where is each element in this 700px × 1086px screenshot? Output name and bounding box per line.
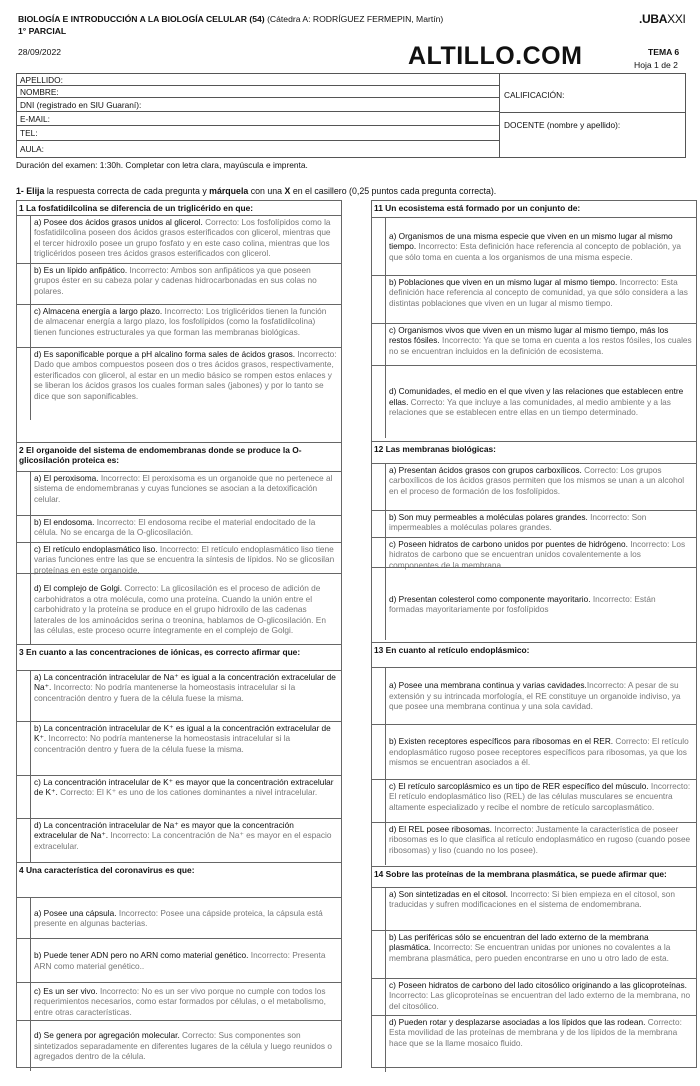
- answer-text: [34, 517, 337, 538]
- field-apellido[interactable]: APELLIDO:: [17, 74, 499, 86]
- answer-checkbox[interactable]: [17, 574, 31, 645]
- answer-feedback: Incorrecto: Esta definición hace referencia al concepto de población, ya que sólo toma en cuenta a los organismos de una misma especie.: [389, 241, 681, 262]
- answer-checkbox[interactable]: [372, 725, 386, 779]
- answer-checkbox[interactable]: [372, 324, 386, 365]
- answer-statement: c) La concentración intracelular de K⁺ es mayor que la concentración extracelular de K⁺.: [34, 777, 334, 798]
- answer-statement: c) El retículo sarcoplásmico es un tipo de RER específico del músculo.: [389, 781, 649, 791]
- answer-text: [34, 265, 337, 296]
- answer-option[interactable]: [17, 573, 341, 645]
- answer-feedback: Incorrecto: El retículo endoplasmático liso tiene varias funciones entre las que se encuentra la síntesis de lípidos. No se glicosilan proteínas en este organoide.: [34, 544, 335, 575]
- answer-text: [389, 824, 692, 855]
- answer-option[interactable]: [372, 887, 696, 930]
- answer-checkbox[interactable]: [17, 348, 31, 420]
- answer-statement: d) La concentración intracelular de Na⁺ es mayor que la concentración extracelular de Na⁺.: [34, 820, 294, 841]
- answer-feedback: Incorrecto: El retículo endoplasmático liso (REL) de las células musculares se encuentra altamente especializado y recibe el nombre de retículo sarcoplasmático.: [389, 781, 691, 812]
- answer-text: [34, 723, 337, 754]
- answer-checkbox[interactable]: [372, 218, 386, 275]
- instr-marquela: márquela: [209, 186, 249, 196]
- instr-text-1: la respuesta correcta de cada pregunta y: [44, 186, 210, 196]
- answer-feedback: Incorrecto: Dado que ambos compuestos poseen dos o tres ácidos grasos, respectivamente, esterificados con glicerol, al estar en un medio básico se rompen estos enlaces y se liberan los ácidos grasos los cuales forman sales (jabones) y por lo tanto se dice que son saponificables.: [34, 349, 337, 401]
- answer-option[interactable]: [372, 537, 696, 570]
- uba-logo-sub: XXI: [667, 12, 686, 26]
- answer-text: [34, 820, 337, 851]
- answer-text: [34, 672, 337, 703]
- answer-option[interactable]: [372, 365, 696, 438]
- answer-text: [34, 777, 337, 798]
- instr-x: X: [284, 186, 291, 196]
- answer-checkbox[interactable]: [372, 1016, 386, 1072]
- answer-feedback: Incorrecto: A pesar de su extensión y su intrincada morfología, el RE constituye un organoide indiviso, ya que posee una membrana continua y una sola cavidad.: [389, 680, 681, 712]
- answer-statement: d) Pueden rotar y desplazarse asociadas a los lípidos que las rodean.: [389, 1017, 646, 1027]
- answer-option[interactable]: [17, 721, 341, 775]
- answer-text: [389, 781, 692, 812]
- answer-statement: b) Poblaciones que viven en un mismo lugar al mismo tiempo.: [389, 277, 618, 287]
- answer-checkbox[interactable]: [17, 939, 31, 982]
- answer-option[interactable]: [17, 215, 341, 263]
- answer-statement: b) Puede tener ADN pero no ARN como material genético.: [34, 950, 249, 961]
- answer-feedback: Correcto: El retículo endoplasmático rugoso posee receptores específicos para ribosomas, ya que los mismos se encuentran asociados a él.: [389, 736, 689, 768]
- answer-option[interactable]: [372, 822, 696, 865]
- answer-feedback: Correcto: Los grupos carboxílicos de los ácidos grasos permiten que los mismos se unan a un alcohol en el proceso de formación de los fosfolípidos.: [389, 465, 685, 496]
- answer-checkbox[interactable]: [17, 305, 31, 347]
- answer-statement: b) Las periféricas sólo se encuentran del lado externo de la membrana plasmática.: [389, 932, 649, 953]
- answer-text: [389, 980, 692, 1011]
- answer-text: [389, 465, 692, 496]
- answer-feedback: Correcto: La glicosilación es el proceso de adición de carbohidratos a otra molécula, como una proteína. Cuando la unión entre el carbohidrato y la proteína se produce en el grupo hidroxilo de las cadenas laterales de los aminoácidos serina o treonina, hablamos de O-glicosilación. En las células, este proceso ocurre íntegramente en el complejo de Golgi.: [34, 583, 326, 636]
- answer-statement: a) La concentración intracelular de Na⁺ es igual a la concentración extracelular de Na⁺.: [34, 672, 336, 693]
- question-title: 14 Sobre las proteínas de la membrana plasmática, se puede afirmar que:: [374, 869, 667, 879]
- answer-checkbox[interactable]: [372, 464, 386, 510]
- question-title: 4 Una característica del coronavirus es que:: [19, 865, 195, 875]
- answer-statement: c) Poseen hidratos de carbono unidos por puentes de hidrógeno.: [389, 539, 628, 549]
- answer-feedback: Incorrecto: Si bien empieza en el citosol, son traducidas y sufren modificaciones en el sistema de endomembrana.: [389, 889, 675, 910]
- answer-statement: d) Es saponificable porque a pH alcalino forma sales de ácidos grasos.: [34, 349, 296, 359]
- answer-checkbox[interactable]: [17, 543, 31, 573]
- answer-feedback: Incorrecto: Esta definición hace referencia al concepto de comunidad, ya que sólo considera a las distintas poblaciones que viven en un lugar al mismo tiempo.: [389, 277, 688, 308]
- answer-checkbox[interactable]: [372, 668, 386, 724]
- answer-option[interactable]: [17, 263, 341, 304]
- answer-feedback: Incorrecto: La concentración de Na⁺ es mayor en el espacio extracelular.: [34, 830, 332, 851]
- answer-feedback: Correcto: El K⁺ es uno de los cationes dominantes a nivel intracelular.: [57, 787, 318, 798]
- field-aula[interactable]: AULA:: [20, 144, 44, 154]
- answer-feedback: Incorrecto: Los hidratos de carbono que se encuentran unidos covalentemente a los componentes de la membrana.: [389, 539, 686, 570]
- answer-checkbox[interactable]: [17, 819, 31, 863]
- uba-logo-main: .UBA: [639, 12, 668, 26]
- answer-text: [34, 1021, 337, 1071]
- answer-text: [34, 473, 337, 504]
- question-title: 3 En cuanto a las concentraciones de iónicas, es correcto afirmar que:: [19, 647, 301, 657]
- answer-option[interactable]: [372, 510, 696, 537]
- answer-statement: b) La concentración intracelular de K⁺ es igual a la concentración extracelular de K⁺.: [34, 723, 331, 744]
- answer-option[interactable]: [17, 938, 341, 982]
- instr-text-3: en el casillero (0,25 puntos cada pregunta correcta).: [290, 186, 497, 196]
- question-title: 2 El organoide del sistema de endomembranas donde se produce la O-glicosilación proteica es:: [19, 445, 302, 466]
- answer-option[interactable]: [17, 515, 341, 542]
- answer-text: [389, 1017, 692, 1048]
- answer-feedback: Correcto: Ya que incluye a las comunidades, al medio ambiente y a las relaciones que se establecen entre ellas en un tiempo determinado.: [389, 396, 671, 418]
- answer-checkbox[interactable]: [17, 898, 31, 938]
- answer-checkbox[interactable]: [372, 568, 386, 640]
- answer-statement: b) Son muy permeables a moléculas polares grandes.: [389, 512, 588, 522]
- answer-statement: a) Son sintetizadas en el citosol.: [389, 889, 508, 899]
- answer-checkbox[interactable]: [17, 776, 31, 818]
- answer-feedback: Incorrecto: El endosoma recibe el material endocitado de la célula. No se encarga de la O-glicosilación.: [34, 517, 316, 538]
- answer-text: [389, 668, 692, 724]
- answer-statement: d) Presentan colesterol como componente mayoritario.: [389, 593, 591, 604]
- answer-statement: d) Comunidades, el medio en el que viven y las relaciones que establecen entre ellas.: [389, 386, 684, 407]
- answer-feedback: Correcto: Sus componentes son sintetizados separadamente en diferentes lugares de la célula y luego reunidos o agregados dentro de la célula.: [34, 1030, 332, 1062]
- questions-column-right: [371, 200, 697, 1068]
- answer-feedback: Incorrecto: No podría mantenerse la homeostasis intracelular si la concentración dentro y fuera de la célula fuese la misma.: [34, 682, 296, 703]
- question-title: 11 Un ecosistema está formado por un conjunto de:: [374, 203, 581, 213]
- answer-text: [389, 366, 692, 438]
- answer-statement: c) Almacena energía a largo plazo.: [34, 306, 163, 316]
- answer-statement: c) Es un ser vivo.: [34, 985, 98, 996]
- answer-option[interactable]: [372, 724, 696, 779]
- answer-statement: a) Posee una cápsula.: [34, 907, 117, 918]
- answer-statement: b) Existen receptores específicos para ribosomas en el RER.: [389, 736, 614, 747]
- answer-statement: a) Posee dos ácidos grasos unidos al glicerol.: [34, 217, 203, 227]
- answer-checkbox[interactable]: [17, 516, 31, 542]
- uba-logo: [639, 12, 686, 27]
- page-indicator: Hoja 1 de 2: [634, 60, 678, 70]
- answer-feedback: Incorrecto: No es un ser vivo porque no cumple con todos los requerimientos necesarios, como estar formados por células, o el metabolismo, entre otras características.: [34, 985, 326, 1017]
- answer-checkbox[interactable]: [372, 511, 386, 537]
- answer-option[interactable]: [17, 471, 341, 515]
- answer-checkbox[interactable]: [372, 366, 386, 438]
- answer-option[interactable]: [372, 217, 696, 275]
- answer-feedback: Incorrecto: Las glicoproteínas se encuentran del lado externo de la membrana, no del citosólico.: [389, 990, 691, 1011]
- answer-feedback: Incorrecto: No podría mantenerse la homeostasis intracelular si la concentración dentro y fuera de la célula fuese la misma.: [34, 733, 291, 754]
- answer-statement: b) Es un lípido anfipático.: [34, 265, 128, 275]
- answer-feedback: Incorrecto: Presenta ARN como material genético..: [34, 950, 326, 971]
- answer-text: [34, 939, 337, 982]
- answer-option[interactable]: [372, 930, 696, 978]
- answer-feedback: Incorrecto: Ambos son anfipáticos ya que poseen grupos éster en su cabeza polar y cadenas hidrocarbonadas en sus colas no polares.: [34, 265, 317, 296]
- answer-option[interactable]: [372, 667, 696, 724]
- answer-statement: d) Se genera por agregación molecular.: [34, 1030, 180, 1041]
- answer-text: [389, 512, 692, 533]
- answer-text: [389, 325, 692, 356]
- answer-feedback: Incorrecto: Ya que se toma en cuenta a los restos fósiles, los cuales no se encuentran incluidos en la definición de ecosistema.: [389, 335, 692, 356]
- answer-feedback: Incorrecto: El peroxisoma es un organoide que no pertenece al sistema de endomembranas y cuyas funciones se asocian a la detoxificación celular.: [34, 473, 333, 504]
- answer-text: [389, 725, 692, 779]
- question-block: [17, 442, 341, 644]
- answer-option[interactable]: [372, 463, 696, 510]
- answer-checkbox[interactable]: [372, 888, 386, 930]
- docente-label[interactable]: DOCENTE (nombre y apellido):: [504, 120, 621, 130]
- question-block: [372, 201, 696, 438]
- answer-text: [34, 544, 337, 575]
- question-block: [372, 441, 696, 639]
- instructions: [16, 186, 496, 197]
- answer-option[interactable]: [372, 779, 696, 822]
- answer-checkbox[interactable]: [17, 264, 31, 304]
- answer-feedback: Incorrecto: Posee una cápside proteica, la cápsula está presente en algunas bacterias.: [34, 907, 323, 928]
- answer-text: [389, 539, 692, 570]
- question-block: [372, 866, 696, 1071]
- question-block: [17, 862, 341, 1070]
- field-tel[interactable]: TEL:: [17, 126, 499, 141]
- answer-text: [389, 932, 692, 963]
- answer-checkbox[interactable]: [17, 216, 31, 263]
- answer-statement: a) Organismos de una misma especie que viven en un mismo lugar al mismo tiempo.: [389, 230, 673, 252]
- answer-text: [389, 889, 692, 910]
- exam-name: 1° PARCIAL: [18, 26, 67, 36]
- answer-checkbox[interactable]: [372, 538, 386, 567]
- tema-label: TEMA 6: [648, 47, 680, 57]
- answer-checkbox[interactable]: [372, 979, 386, 1015]
- answer-text: [389, 568, 692, 640]
- answer-statement: c) El retículo endoplasmático liso.: [34, 544, 158, 554]
- field-dni[interactable]: DNI (registrado en SIU Guaraní):: [17, 98, 499, 112]
- instr-elija: Elija: [26, 186, 45, 196]
- answer-checkbox[interactable]: [372, 780, 386, 822]
- exam-duration: Duración del examen: 1:30h. Completar con letra clara, mayúscula e imprenta.: [16, 160, 308, 170]
- answer-option[interactable]: [372, 978, 696, 1015]
- answer-option[interactable]: [17, 670, 341, 721]
- answer-text: [34, 349, 337, 401]
- answer-feedback: Incorrecto: Son impermeables a moléculas polares grandes.: [389, 512, 647, 533]
- answer-checkbox[interactable]: [17, 1021, 31, 1071]
- answer-statement: a) El peroxisoma.: [34, 473, 99, 483]
- answer-option[interactable]: [17, 542, 341, 573]
- answer-option[interactable]: [372, 1015, 696, 1072]
- answer-statement: a) Posee una membrana continua y varias cavidades.: [389, 680, 587, 691]
- field-nombre[interactable]: NOMBRE:: [17, 86, 499, 98]
- answer-text: [389, 277, 692, 308]
- answer-option[interactable]: [17, 347, 341, 420]
- question-title: 13 En cuanto al retículo endoplásmico:: [374, 645, 530, 655]
- answer-checkbox[interactable]: [17, 472, 31, 515]
- answer-text: [389, 218, 692, 275]
- answer-statement: d) El REL posee ribosomas.: [389, 824, 492, 834]
- answer-checkbox[interactable]: [17, 671, 31, 721]
- course-title: [18, 14, 443, 25]
- answer-option[interactable]: [372, 323, 696, 365]
- answer-option[interactable]: [372, 275, 696, 323]
- question-title: 1 La fosfatidilcolina se diferencia de un triglicérido en que:: [19, 203, 254, 213]
- answer-statement: b) El endosoma.: [34, 517, 95, 527]
- answer-feedback: Correcto: Los fosfolípidos como la fosfatidilcolina poseen dos ácidos grasos esterificados con glicerol, mientras que el tercer hidroxilo posee un grupo fosfato y en este caso colina, mientras que los triglicéridos poseen tres ácidos grasos esterificados con glicerol.: [34, 217, 331, 259]
- answer-feedback: Incorrecto: Justamente la característica de poseer ribosomas es lo que clasifica al retículo endoplasmático en rugoso (cuando posee ribosomas) y liso (cuando no los posee).: [389, 824, 691, 855]
- question-block: [17, 201, 341, 420]
- instr-num: 1-: [16, 186, 24, 196]
- brand-watermark: ALTILLO.COM: [408, 42, 583, 70]
- questions-column-left: [16, 200, 342, 1068]
- answer-checkbox[interactable]: [372, 931, 386, 978]
- answer-feedback: Incorrecto: Los triglicéridos tienen la función de almacenar energía a largo plazo, los fosfolípidos (como la fosfatidilcolina) tienen funciones estructurales ya que forman las membranas biológicas.: [34, 306, 327, 337]
- answer-option[interactable]: [372, 567, 696, 640]
- answer-text: [34, 306, 337, 337]
- answer-text: [34, 217, 337, 259]
- question-block: [372, 642, 696, 864]
- exam-date: 28/09/2022: [18, 47, 62, 57]
- answer-option[interactable]: [17, 775, 341, 818]
- chair-name: (Cátedra A: RODRÍGUEZ FERMEPIN, Martín): [267, 14, 444, 24]
- answer-text: [34, 898, 337, 938]
- answer-statement: d) El complejo de Golgi.: [34, 583, 123, 594]
- answer-option[interactable]: [17, 982, 341, 1020]
- answer-checkbox[interactable]: [372, 276, 386, 323]
- student-info-box: [16, 73, 686, 158]
- answer-option[interactable]: [17, 1020, 341, 1071]
- answer-feedback: Incorrecto: Se encuentran unidas por uniones no covalentes a la membrana plasmática, pero pueden encontrarse en uno u otro lado de esta.: [389, 942, 671, 963]
- answer-statement: c) Organismos vivos que viven en un mismo lugar al mismo tiempo, más los restos fósiles.: [389, 325, 669, 346]
- answer-text: [34, 983, 337, 1020]
- calificacion-label[interactable]: CALIFICACIÓN:: [504, 90, 565, 100]
- answer-option[interactable]: [17, 304, 341, 347]
- answer-checkbox[interactable]: [17, 983, 31, 1020]
- answer-statement: c) Poseen hidratos de carbono del lado citosólico originando a las glicoproteínas.: [389, 980, 687, 990]
- grading-divider: [500, 112, 686, 113]
- answer-checkbox[interactable]: [372, 823, 386, 865]
- field-email[interactable]: E-MAIL:: [17, 112, 499, 126]
- answer-feedback: Correcto: Esta movilidad de las proteínas de membrana y de los lípidos de la membrana hace que se la llame mosaico fluido.: [389, 1017, 682, 1048]
- answer-text: [34, 574, 337, 645]
- grading-area: [499, 74, 686, 157]
- answer-checkbox[interactable]: [17, 722, 31, 775]
- course-name: BIOLOGÍA E INTRODUCCIÓN A LA BIOLOGÍA CELULAR (54): [18, 14, 265, 24]
- answer-option[interactable]: [17, 818, 341, 863]
- question-block: [17, 644, 341, 862]
- answer-feedback: Incorrecto: Están formadas mayoritariamente por fosfolípidos: [389, 593, 656, 614]
- instr-text-2: con una: [248, 186, 285, 196]
- answer-statement: a) Presentan ácidos grasos con grupos carboxílicos.: [389, 465, 582, 475]
- question-title: 12 Las membranas biológicas:: [374, 444, 496, 454]
- answer-option[interactable]: [17, 897, 341, 938]
